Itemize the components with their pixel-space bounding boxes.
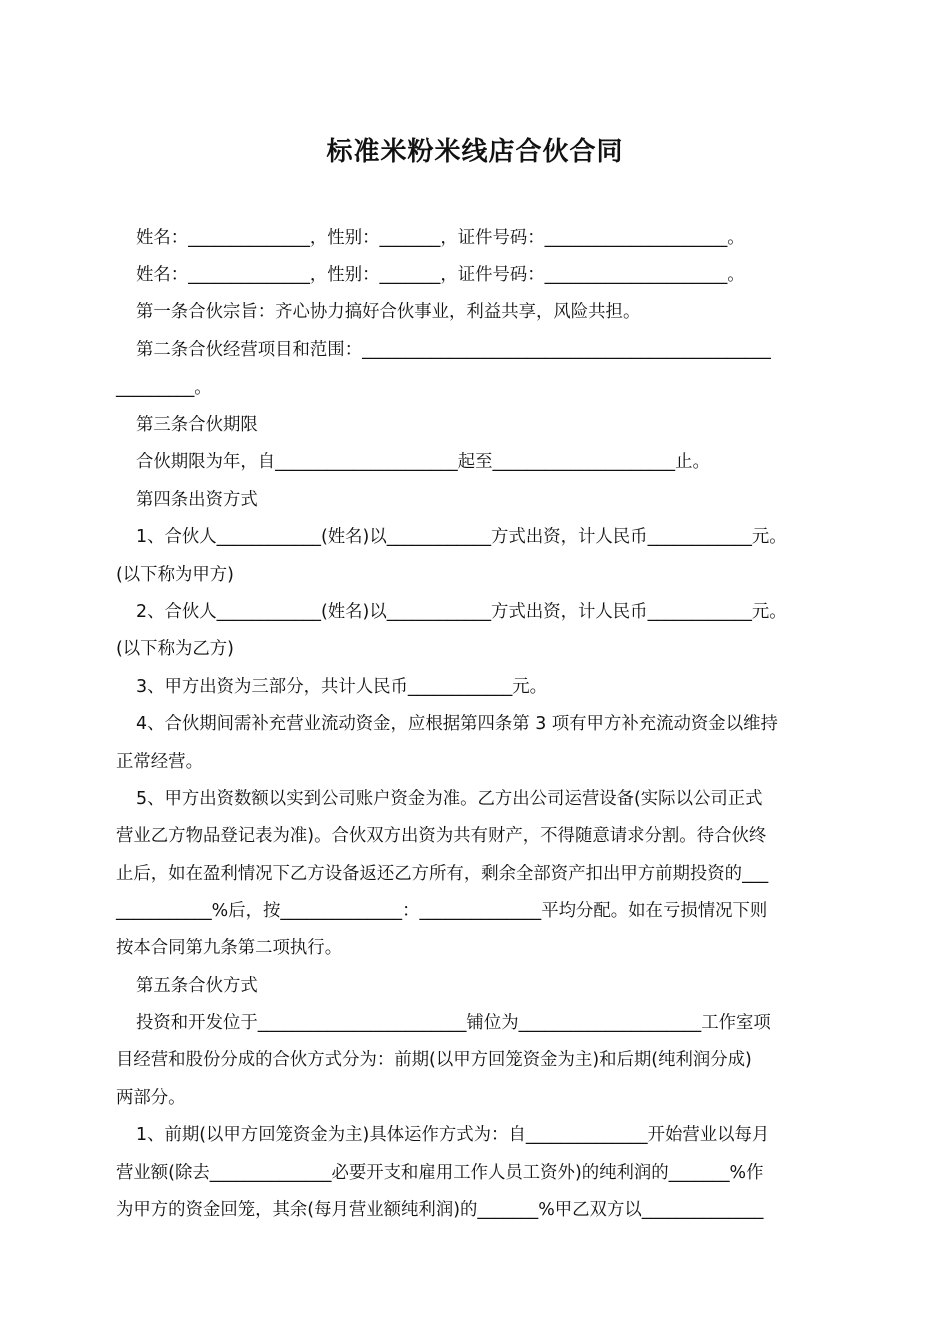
article-5-item-1-cont-2: 为甲方的资金回笼，其余(每月营业额纯利润)的_______%甲乙双方以______________ <box>116 1200 764 1220</box>
party-b-info-line: 姓名：______________，性别：_______，证件号码：_____________________。 <box>136 265 745 285</box>
article-5-body-cont-1: 目经营和股份分成的合伙方式分为：前期(以甲方回笼资金为主)和后期(纯利润分成) <box>116 1050 752 1070</box>
article-4-item-5: 5、甲方出资数额以实到公司账户资金为准。乙方出公司运营设备(实际以公司正式 <box>136 789 763 809</box>
article-4-item-2: 2、合伙人____________(姓名)以____________方式出资，计人民币____________元。 <box>136 602 787 622</box>
article-5-heading: 第五条合伙方式 <box>136 976 258 996</box>
article-4-item-5-cont-3: ___________%后，按______________：______________平均分配。如在亏损情况下则 <box>116 901 768 921</box>
article-5-body-cont-2: 两部分。 <box>116 1088 186 1108</box>
article-4-item-5-cont-2: 止后，如在盈利情况下乙方设备返还乙方所有，剩余全部资产扣出甲方前期投资的___ <box>116 864 769 884</box>
article-4-heading: 第四条出资方式 <box>136 490 258 510</box>
article-1-purpose: 第一条合伙宗旨：齐心协力搞好合伙事业，利益共享，风险共担。 <box>136 302 641 322</box>
article-2-scope-cont: _________。 <box>116 378 212 398</box>
article-4-item-3: 3、甲方出资为三部分，共计人民币____________元。 <box>136 677 548 697</box>
article-2-scope: 第二条合伙经营项目和范围：_______________________________________________ <box>136 340 771 360</box>
article-4-item-4: 4、合伙期间需补充营业流动资金，应根据第四条第 3 项有甲方补充流动资金以维持 <box>136 714 778 734</box>
article-3-heading: 第三条合伙期限 <box>136 415 258 435</box>
article-4-item-4-cont: 正常经营。 <box>116 752 203 772</box>
article-5-item-1: 1、前期(以甲方回笼资金为主)具体运作方式为：自______________开始营业以每月 <box>136 1125 770 1145</box>
party-a-info-line: 姓名：______________，性别：_______，证件号码：_____________________。 <box>136 228 745 248</box>
article-4-item-2-note: (以下称为乙方) <box>116 639 234 659</box>
article-4-item-5-cont-1: 营业乙方物品登记表为准)。合伙双方出资为共有财产，不得随意请求分割。待合伙终 <box>116 826 767 846</box>
article-4-item-5-cont-4: 按本合同第九条第二项执行。 <box>116 938 343 958</box>
article-4-item-1: 1、合伙人____________(姓名)以____________方式出资，计人民币____________元。 <box>136 527 787 547</box>
article-3-term: 合伙期限为年，自_____________________起至_____________________止。 <box>136 452 710 472</box>
article-5-body: 投资和开发位于________________________铺位为_____________________工作室项 <box>136 1013 771 1033</box>
article-4-item-1-note: (以下称为甲方) <box>116 565 234 585</box>
article-5-item-1-cont-1: 营业额(除去______________必要开支和雇用工作人员工资外)的纯利润的_______%作 <box>116 1163 764 1183</box>
document-title: 标准米粉米线店合伙合同 <box>326 137 624 167</box>
